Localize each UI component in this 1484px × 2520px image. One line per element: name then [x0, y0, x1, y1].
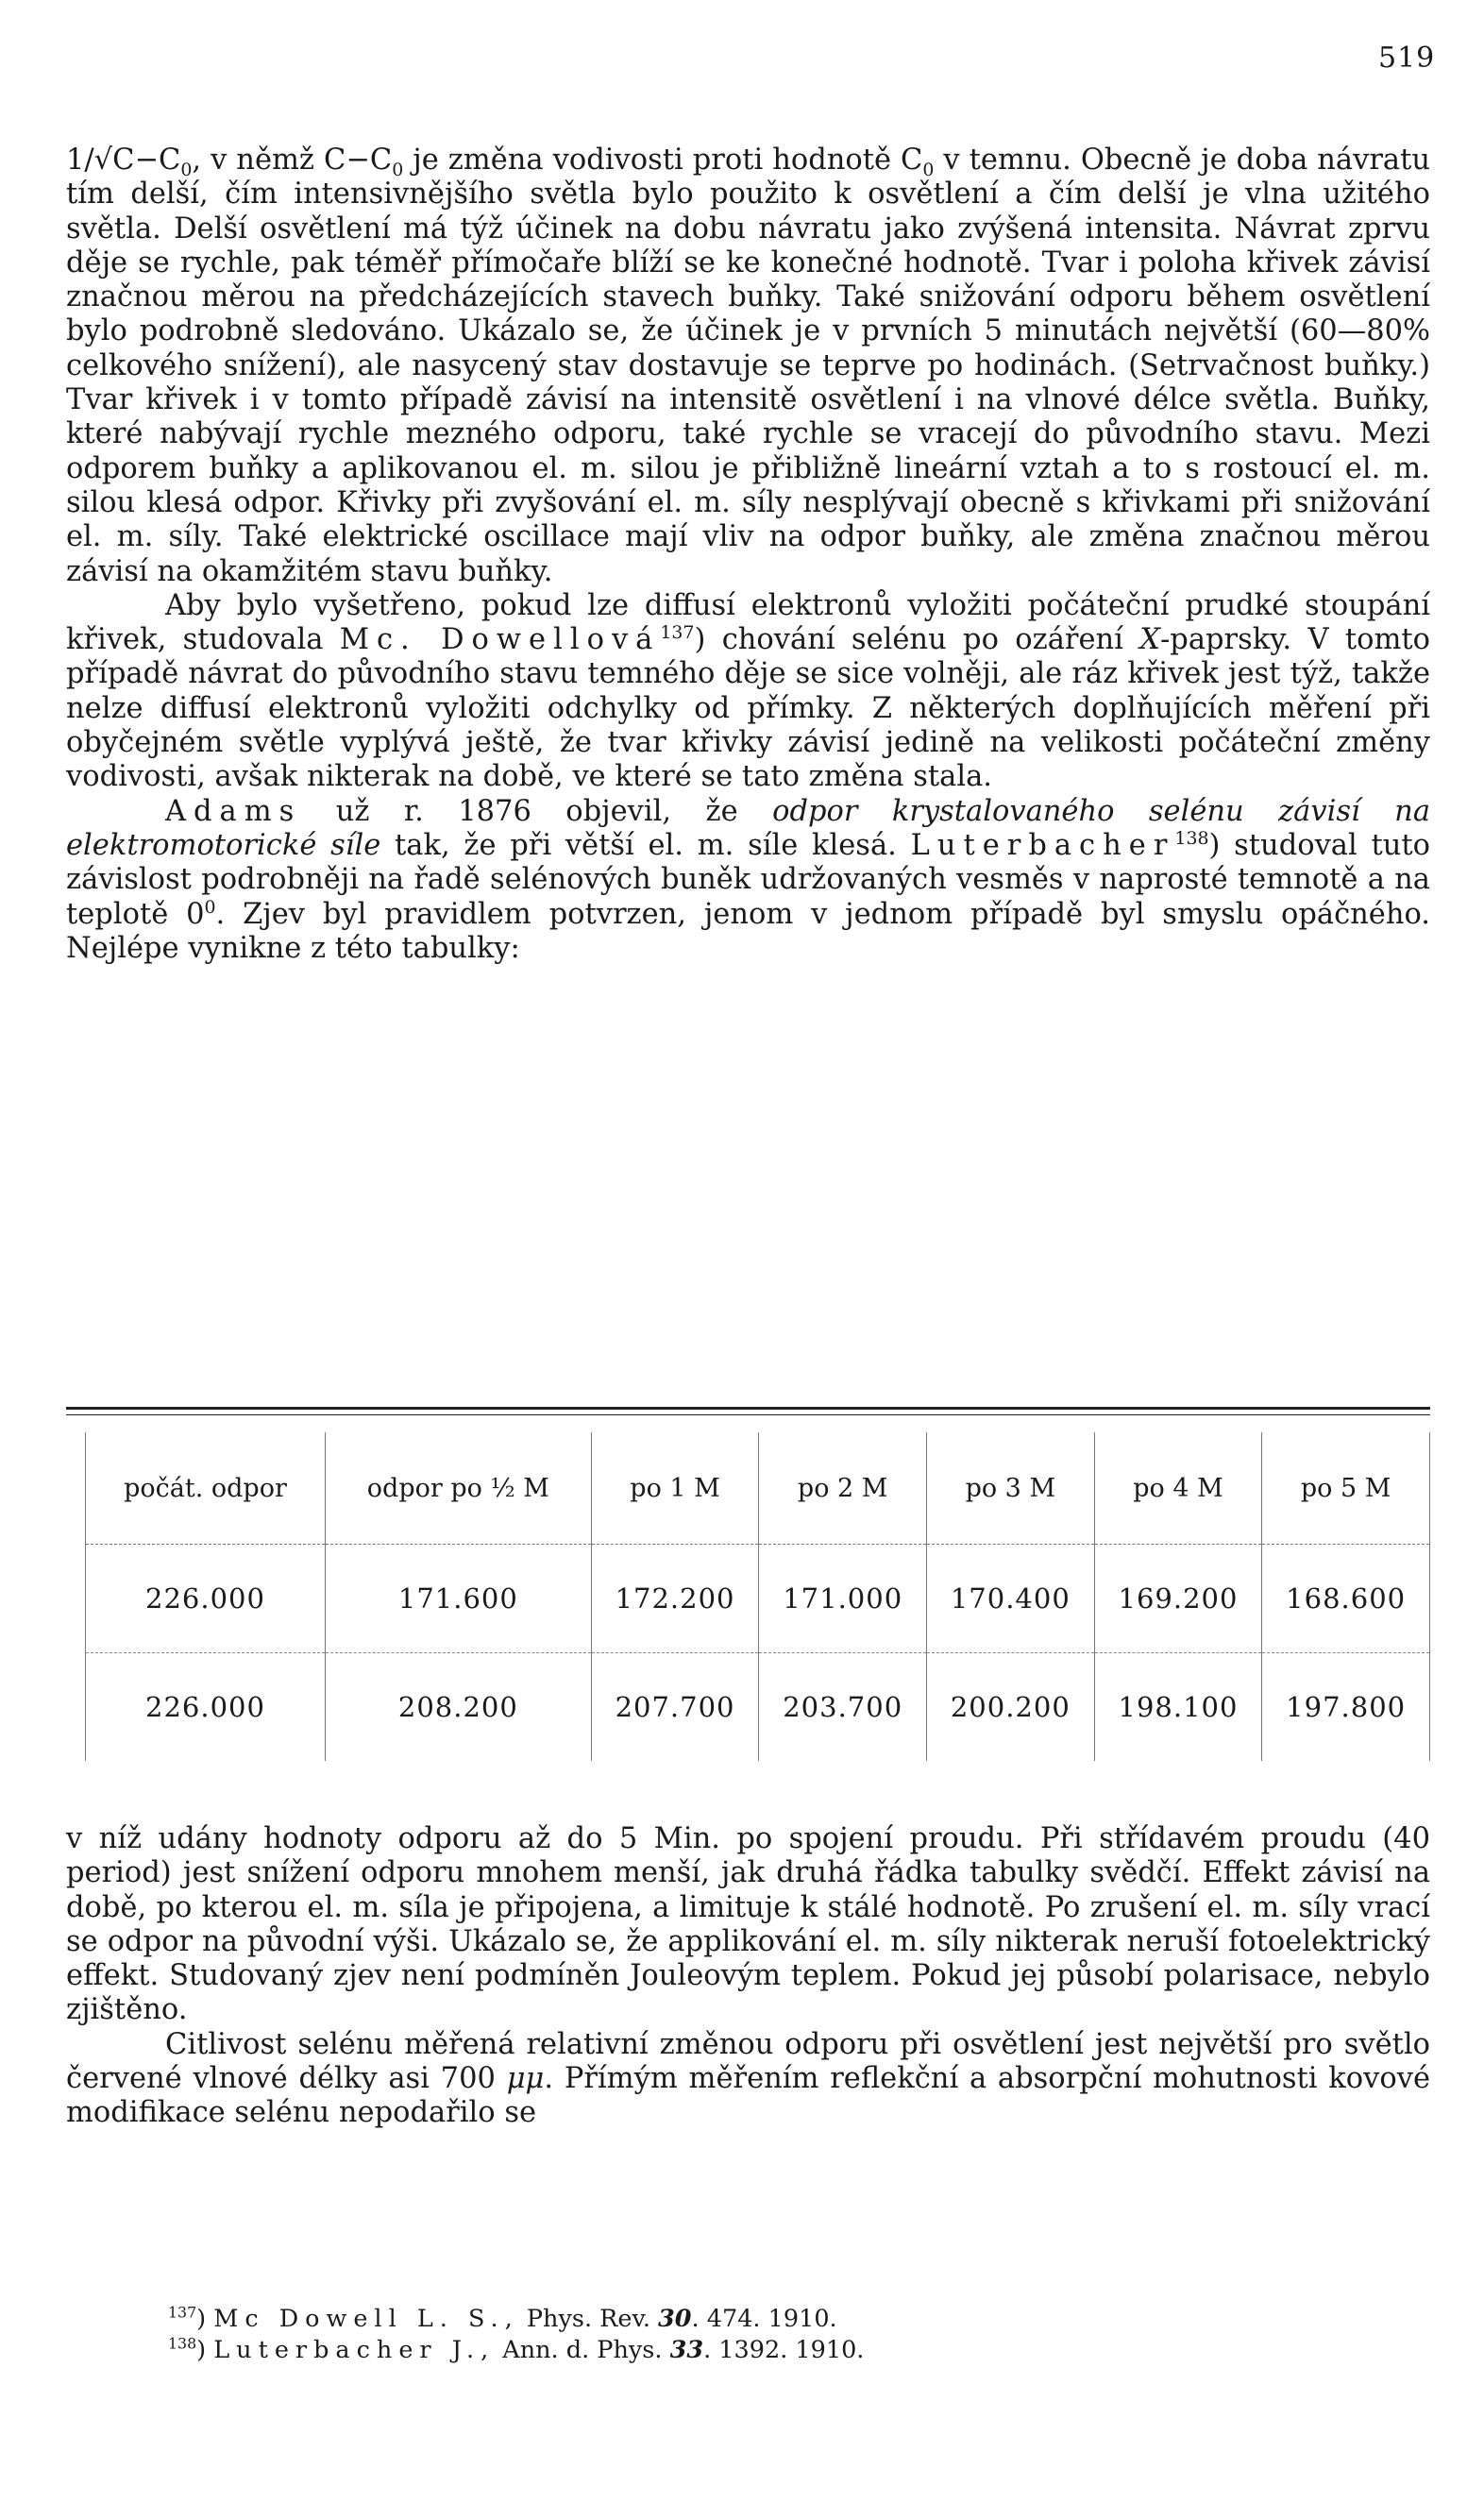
emphasis-text: odpor krystalovaného selénu závisí na elektromotorické síle: [66, 794, 1431, 862]
table-header-row: [86, 1432, 1430, 1545]
paragraph-3: Adams už r. 1876 objevil, že odpor krystalovaného selénu závisí na elektromotorické síle tak, že při větší el. m. síle klesá. Luterbacher$^{138}$) studoval tuto závislost podrobněji na řadě selénových buněk udržovaných vesměs v naprosté temnotě a na teplotě $0^0$. Zjev byl pravidlem potvrzen, jenom v jednom případě byl smyslu opáčného. Nejlépe vynikne z této tabulky:: [66, 794, 1431, 965]
table-header: po 2 M: [759, 1432, 927, 1545]
author-name: Mc. Dowellová: [339, 623, 661, 657]
table-header: po 3 M: [927, 1432, 1095, 1545]
author-name: Luterbacher: [910, 828, 1175, 862]
footnote-ref[interactable]: 137: [660, 622, 695, 643]
paragraph-2: Aby bylo vyšetřeno, pokud lze diffusí elektronů vyložiti počáteční prudké stoupání křivek, studovala Mc. Dowellová$^{137}$) chování selénu po ozáření X-paprsky. V tomto případě návrat do původního stavu temného děje se sice volněji, ale ráz křivek jest týž, takže nelze diffusí elektronů vyložiti odchylky od přímky. Z některých doplňujících měření při obyčejném světle vyplývá ještě, že tvar křivky závisí jedině na velikosti počáteční změny vodivosti, avšak nikterak na době, ve které se tato změna stala.: [66, 588, 1430, 794]
body-text-top: [66, 144, 1430, 966]
footnote-ref[interactable]: 138: [1174, 827, 1209, 849]
table-row: [86, 1653, 1430, 1762]
table-cell: 226.000: [86, 1545, 326, 1653]
table-cell: 207.700: [591, 1653, 759, 1762]
table-header: počát. odpor: [86, 1432, 326, 1545]
footnote: $^{138}$) Luterbacher J., Ann. d. Phys. 33. 1392. 1910.: [168, 2334, 865, 2364]
table-cell: 208.200: [325, 1653, 591, 1762]
table-cell: 171.000: [759, 1545, 927, 1653]
paragraph-1: $1/√C-C_0$, v němž $C-C_0$ je změna vodivosti proti hodnotě $C_0$ v temnu. Obecně je doba návratu tím delší, čím intensivnějšího světla bylo použito k osvětlení a čím delší je vlna užitého světla. Delší osvětlení má týž účinek na dobu návratu jako zvýšená intensita. Návrat zprvu děje se rychle, pak téměř přímočaře blíží se ke konečné hodnotě. Tvar i poloha křivek závisí značnou měrou na předcházejících stavech buňky. Také snižování odporu během osvětlení bylo podrobně sledováno. Ukázalo se, že účinek je v prvních 5 minutách největší (60—80% celkového snížení), ale nasycený stav dostavuje se teprve po hodinách. (Setrvačnost buňky.) Tvar křivek i v tomto případě závisí na intensitě osvětlení i na vlnové délce světla. Buňky, které nabývají rychle mezného odporu, také rychle se vracejí do původního stavu. Mezi odporem buňky a aplikovanou el. m. silou je přibližně lineární vztah a to s rostoucí el. m. silou klesá odpor. Křivky při zvyšování el. m. síly nesplývají obecně s křivkami při snižování el. m. síly. Také elektrické oscillace mají vliv na odpor buňky, ale změna značnou měrou závisí na okamžitém stavu buňky.: [66, 144, 1430, 588]
table-cell: 171.600: [325, 1545, 591, 1653]
table-cell: 198.100: [1094, 1653, 1262, 1762]
data-table: [85, 1432, 1430, 1761]
table-cell: 172.200: [591, 1545, 759, 1653]
footnote: $^{137}$) Mc Dowell L. S., Phys. Rev. 30. 474. 1910.: [168, 2303, 837, 2333]
table-header: po 1 M: [591, 1432, 759, 1545]
table-cell: 203.700: [759, 1653, 927, 1762]
table-cell: 200.200: [927, 1653, 1095, 1762]
table-header: po 4 M: [1094, 1432, 1262, 1545]
table-top-rule: [66, 1407, 1430, 1410]
page-number: 519: [1378, 42, 1436, 75]
paragraph-5: Citlivost selénu měřená relativní změnou odporu při osvětlení jest největší pro světlo červené vlnové délky asi 700 μμ. Přímým měřením reflekční a absorpční mohutnosti kovové modifikace selénu nepodařilo se: [66, 2027, 1430, 2130]
table-cell: 170.400: [927, 1545, 1095, 1653]
table-cell: 197.800: [1262, 1653, 1430, 1762]
body-text-bottom: [66, 1822, 1430, 2131]
table-header: po 5 M: [1262, 1432, 1430, 1545]
table-row: [86, 1545, 1430, 1653]
resistance-table: [66, 1407, 1430, 1761]
table-cell: 226.000: [86, 1653, 326, 1762]
table-cell: 168.600: [1262, 1545, 1430, 1653]
table-cell: 169.200: [1094, 1545, 1262, 1653]
table-top-rule-thin: [66, 1414, 1430, 1415]
paragraph-4: v níž udány hodnoty odporu až do 5 Min. po spojení proudu. Při střídavém proudu (40 period) jest snížení odporu mnohem menší, jak druhá řádka tabulky svědčí. Effekt závisí na době, po kterou el. m. síla je připojena, a limituje k stálé hodnotě. Po zrušení el. m. síly vrací se odpor na původní výši. Ukázalo se, že applikování el. m. síly nikterak neruší fotoelektrický effekt. Studovaný zjev není podmíněn Jouleovým teplem. Pokud jej působí polarisace, nebylo zjištěno.: [66, 1822, 1430, 2027]
author-name: Adams: [165, 794, 302, 828]
footnotes: [168, 2304, 1301, 2366]
table-header: odpor po ½ M: [325, 1432, 591, 1545]
